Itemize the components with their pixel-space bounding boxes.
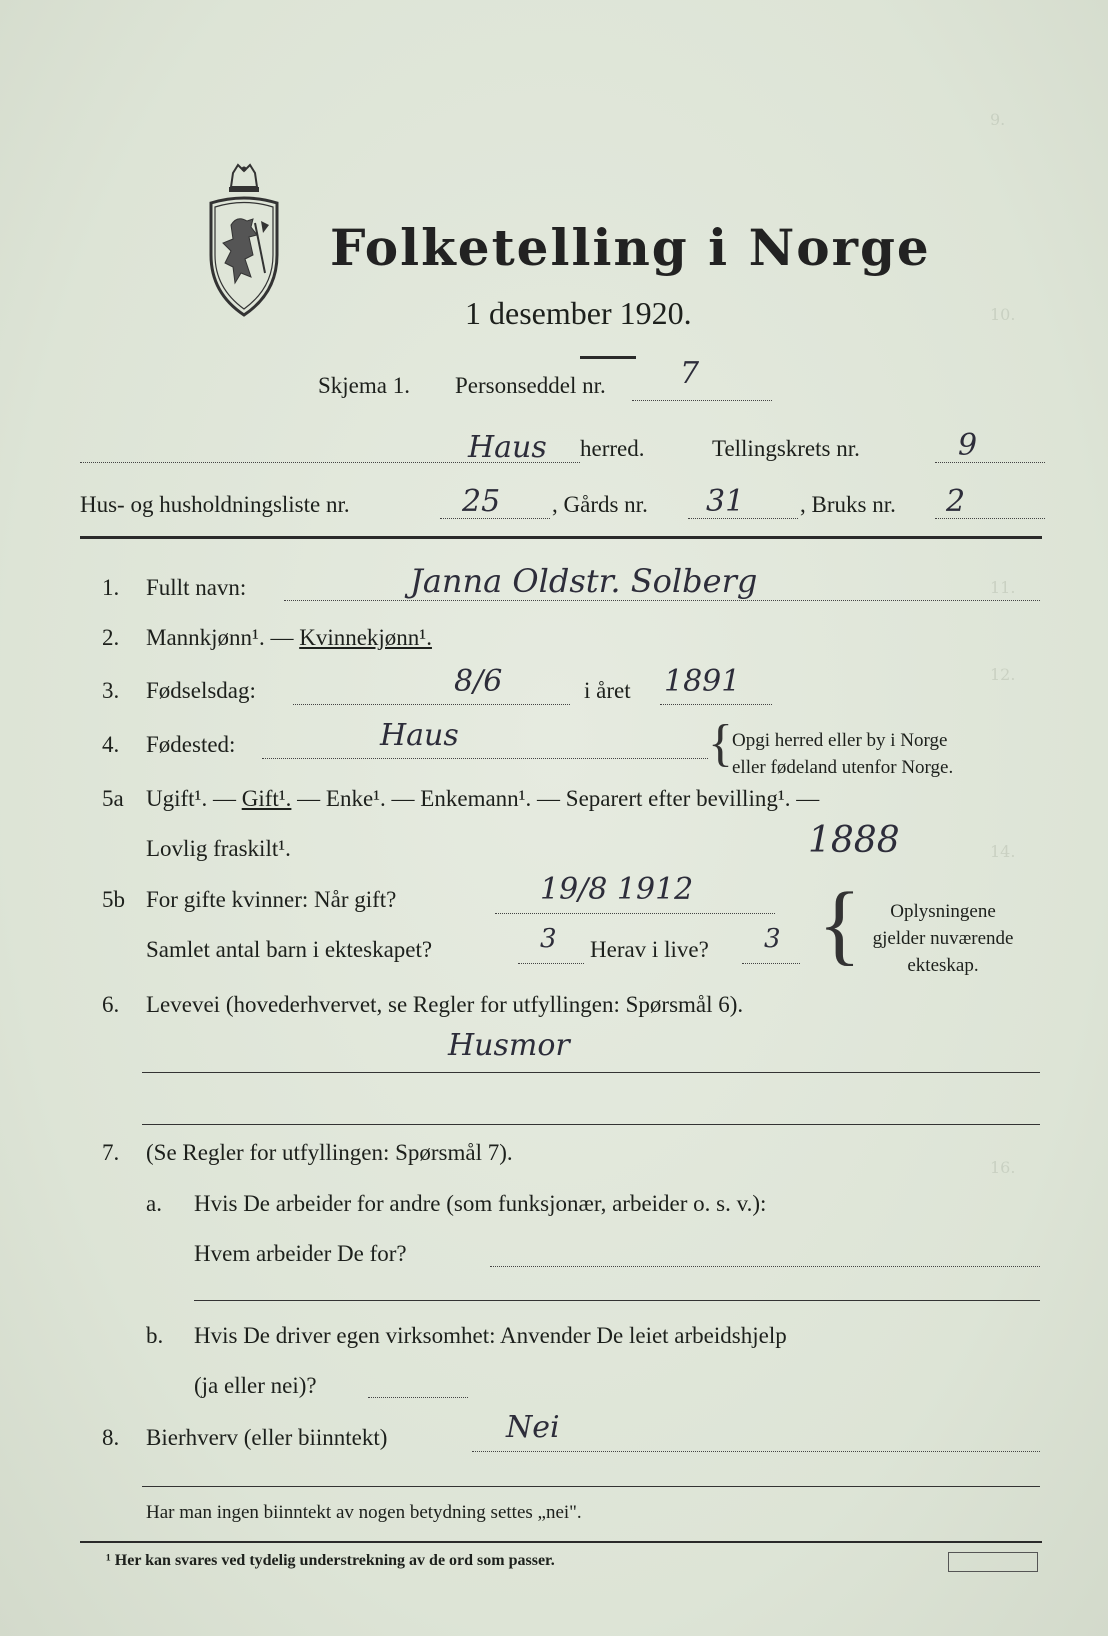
personseddel-value: 7 [680,356,700,391]
q7a-letter: a. [146,1191,162,1216]
birth-year-value: 1891 [664,664,741,699]
q2-separator: — [264,625,300,650]
q4-note [732,727,953,781]
birthplace-field[interactable] [262,758,708,759]
husliste-value: 25 [462,484,501,519]
gards-label: , Gårds nr. [552,492,648,517]
q2-options [146,625,432,651]
q1-number: 1. [102,575,120,600]
form-date: 1 desember 1920. [465,295,692,331]
q7b-line2: (ja eller nei)? [194,1373,317,1398]
footnote: ¹ Her kan svares ved tydelig understrekning av de ord som passer. [106,1552,555,1569]
q7a-line1: Hvis De arbeider for andre (som funksjonær, arbeider o. s. v.): [194,1191,767,1216]
title-divider [580,356,636,359]
birthday-value: 8/6 [454,664,503,699]
children-field[interactable] [518,963,584,964]
q3-label: Fødselsdag: [146,678,256,703]
option-gift[interactable]: Gift¹. [241,786,292,811]
q4-brace: { [708,715,733,772]
herred-value: Haus [468,430,547,465]
hired-help-field[interactable] [368,1397,468,1398]
q4-number: 4. [102,732,120,757]
side-income-field[interactable] [472,1451,1040,1452]
alive-label: Herav i live? [590,937,709,962]
q5b-label: For gifte kvinner: Når gift? [146,887,397,912]
option-rest[interactable]: — Enke¹. — Enkemann¹. — Separert efter bevilling¹. — [297,786,820,811]
full-name-value: Janna Oldstr. Solberg [410,562,758,600]
option-mannkjonn[interactable]: Mannkjønn¹. [146,625,265,650]
q5a-number: 5a [102,786,124,811]
year-label: i året [584,678,631,703]
alive-value: 3 [764,924,781,954]
option-kvinnekjonn[interactable]: Kvinnekjønn¹. [299,625,432,650]
personseddel-field[interactable] [632,400,772,401]
bruks-value: 2 [946,484,966,519]
q6-number: 6. [102,992,120,1017]
occupation-value: Husmor [448,1028,570,1063]
footer-divider [80,1541,1042,1543]
annotation-year: 1888 [808,820,900,861]
option-lovlig-fraskilt[interactable]: Lovlig fraskilt¹. [146,836,291,861]
q7-number: 7. [102,1140,120,1165]
printer-stamp [948,1552,1038,1572]
q8-label: Bierhverv (eller biinntekt) [146,1425,388,1450]
occupation-field[interactable] [142,1072,1040,1073]
bruks-label: , Bruks nr. [800,492,896,517]
q5b-note-line3: ekteskap. [907,955,979,976]
birth-year-field[interactable] [660,704,772,705]
q4-label: Fødested: [146,732,236,757]
q7a-line2: Hvem arbeider De for? [194,1241,407,1266]
q7b-letter: b. [146,1323,164,1348]
birthplace-value: Haus [380,718,459,753]
gards-value: 31 [706,484,745,519]
q5b-note [848,898,1038,979]
husliste-label: Hus- og husholdningsliste nr. [80,492,350,517]
children-value: 3 [540,924,557,954]
q8-number: 8. [102,1425,120,1450]
side-income-field-line2[interactable] [142,1486,1040,1487]
q6-label: Levevei (hovederhvervet, se Regler for utfyllingen: Spørsmål 6). [146,992,744,1017]
side-income-note: Har man ingen biinntekt av nogen betydning settes „nei". [146,1502,582,1523]
children-label: Samlet antal barn i ekteskapet? [146,937,433,962]
marriage-date-field[interactable] [495,913,775,914]
marriage-date-value: 19/8 1912 [540,872,694,907]
q1-label: Fullt navn: [146,575,247,600]
q4-note-line2: eller fødeland utenfor Norge. [732,757,954,778]
full-name-field[interactable] [284,600,1040,601]
header-divider [80,536,1042,539]
schema-label: Skjema 1. [318,373,410,398]
side-income-value: Nei [506,1410,560,1445]
personseddel-label: Personseddel nr. [455,373,606,398]
q5b-brace: { [818,875,862,974]
occupation-field-line2[interactable] [142,1124,1040,1125]
q5b-note-line1: Oplysningene [890,901,996,922]
norway-coat-of-arms-icon [205,163,283,323]
employer-field-line2[interactable] [194,1300,1040,1301]
q7b-line1: Hvis De driver egen virksomhet: Anvender De leiet arbeidshjelp [194,1323,787,1348]
q5b-number: 5b [102,887,125,912]
tellingskrets-label: Tellingskrets nr. [712,436,860,461]
tellingskrets-value: 9 [958,428,978,463]
q5a-options: Ugift¹. — Gift¹. — Enke¹. — Enkemann¹. — Separert efter bevilling¹. — [146,786,820,811]
option-ugift[interactable]: Ugift¹. [146,786,208,811]
form-title: Folketelling i Norge [330,218,931,277]
herred-label: herred. [580,436,645,461]
q4-note-line1: Opgi herred eller by i Norge [732,730,948,751]
q2-number: 2. [102,625,120,650]
q7-label: (Se Regler for utfyllingen: Spørsmål 7). [146,1140,513,1165]
alive-field[interactable] [742,963,800,964]
employer-field[interactable] [490,1266,1040,1267]
q3-number: 3. [102,678,120,703]
tellingskrets-field[interactable] [935,462,1045,463]
q5b-note-line2: gjelder nuværende [872,928,1014,949]
birthday-field[interactable] [293,704,570,705]
census-form-page: 9. 10. 11. 12. 14. 16. Folketelling i Norge 1 desember 1920. Skjema 1. Personseddel nr. 7 Haus herred. Tellingskrets nr. 9 Hus- og husholdningsliste nr. 25 , Gårds nr. 31 , Bruks nr. 2 1. Fullt navn: Janna Oldstr. Solberg 2. Mannkjønn¹. — Kvinnekjønn¹. 3. Fødselsdag: 8/6 i året 1891 4. Fødested: Haus { Opgi herred eller by i Norge eller fødeland utenfor Norge. 5a Ugift¹. — Gift¹. — Enke¹. — Enkemann¹. — Separert efter bevilling¹. — Lovlig fraskilt¹. 1888 5b For gifte kvinner: Når gift? 19/8 1912 Samlet antal barn i ekteskapet? 3 Herav i live? 3 { Oplysningene gjelder nuværende ekteskap. 6. Levevei (hovederhvervet, se Regler for utfyllingen: Spørsmål 6). Husmor 7. (Se Regler for utfyllingen: Spørsmål 7). a. Hvis De arbeider for andre (som funksjonær, arbeider o. s. v.): Hvem arbeider De for? b. Hvis De driver egen virksomhet: Anvender De leiet arbeidshjelp (ja eller nei)? 8. Bierhverv (eller biinntekt) Nei Har man ingen biinntekt av nogen betydning settes „nei". ¹ Her kan svares ved tydelig understrekning av de ord som passer. [0,0,1108,1636]
